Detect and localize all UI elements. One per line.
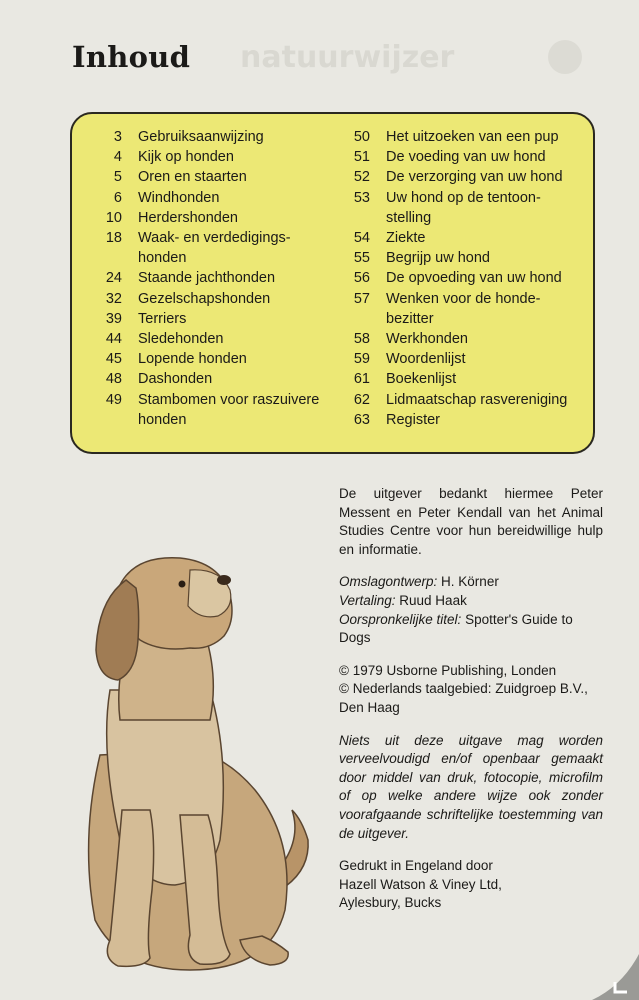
toc-entry-title: Windhonden (138, 189, 220, 206)
toc-entry (344, 167, 584, 187)
toc-entry (344, 228, 584, 248)
toc-entry-title: Dashonden (138, 371, 213, 388)
toc-entry-title: Ziekte (386, 230, 426, 247)
toc-page-number: 44 (105, 331, 122, 348)
toc-page-number: 49 (105, 391, 122, 408)
toc-entry-title: Oren en staarten (138, 169, 247, 186)
printer-line: Hazell Watson & Viney Ltd, (339, 876, 502, 892)
toc-page-number: 18 (105, 230, 122, 247)
toc-entry (344, 127, 584, 147)
toc-entry-title: Wenken voor de honde- bezitter (386, 290, 541, 327)
colophon (339, 485, 603, 927)
toc-entry (82, 369, 344, 389)
toc-page-number: 48 (105, 371, 122, 388)
printer-line: Gedrukt in Engeland door (339, 858, 493, 874)
toc-entry-title: De voeding van uw hond (386, 149, 546, 166)
toc-entry-title: Gezelschapshonden (138, 290, 271, 307)
table-of-contents (70, 112, 595, 454)
toc-page-number: 5 (113, 169, 122, 186)
toc-page-number: 59 (353, 351, 370, 368)
toc-page-number: 63 (353, 411, 370, 428)
toc-page-number: 45 (105, 351, 122, 368)
toc-entry (82, 349, 344, 369)
toc-entry-title: Terriers (138, 310, 187, 327)
copyright-line: © 1979 Usborne Publishing, Londen (339, 662, 557, 678)
toc-page-number: 51 (353, 149, 370, 166)
toc-entry-title: Waak- en verdedigings- honden (138, 230, 291, 267)
toc-entry (344, 147, 584, 167)
toc-page-number: 6 (113, 189, 122, 206)
toc-entry-title: Boekenlijst (386, 371, 457, 388)
toc-entry-title: Staande jachthonden (138, 270, 276, 287)
toc-entry (82, 289, 344, 309)
toc-entry (82, 147, 344, 167)
toc-entry-title: Gebruiksaanwijzing (138, 129, 264, 145)
toc-entry (344, 188, 584, 228)
toc-entry (82, 268, 344, 288)
toc-entry (344, 390, 584, 410)
cover-design-value: H. Körner (437, 574, 499, 590)
toc-entry (344, 289, 584, 329)
toc-page-number: 50 (353, 129, 370, 145)
printer-line: Aylesbury, Bucks (339, 895, 442, 911)
toc-entry (82, 208, 344, 228)
toc-page-number: 56 (353, 270, 370, 287)
toc-entry (344, 248, 584, 268)
toc-entry (82, 127, 344, 147)
toc-page-number: 57 (353, 290, 370, 307)
page-title: Inhoud (72, 40, 191, 74)
toc-entry-title: Lidmaatschap rasvereniging (386, 391, 568, 408)
toc-page-number: 39 (105, 310, 122, 327)
toc-entry (82, 390, 344, 430)
credits-block (339, 573, 603, 647)
acknowledgement-text: De uitgever bedankt hiermee Peter Messent en Peter Kendall van het Animal Studies Centre voor hun bereidwillige hulp en informatie. (339, 486, 603, 557)
toc-entry-title: Sledehonden (138, 331, 224, 348)
toc-page-number: 62 (353, 391, 370, 408)
toc-entry (82, 167, 344, 187)
original-title-value: Spotter's Guide to Dogs (339, 611, 573, 646)
toc-entry-title: Kijk op honden (138, 149, 234, 166)
toc-page-number: 4 (113, 149, 122, 166)
toc-entry-title: Uw hond op de tentoon- stelling (386, 189, 541, 226)
toc-entry (344, 349, 584, 369)
toc-entry (344, 369, 584, 389)
toc-entry (82, 228, 344, 268)
toc-page-number: 3 (113, 129, 122, 145)
toc-entry (82, 188, 344, 208)
toc-entry-title: Register (386, 411, 440, 428)
toc-entry (82, 329, 344, 349)
toc-page-number: 61 (353, 371, 370, 388)
legal-notice: Niets uit deze uitgave mag worden verveelvoudigd en/of openbaar gemaakt door middel van druk, fotocopie, microfilm of op welke andere wijze ook zonder voorafgaande schriftelijke toestemming van de uitgever. (339, 732, 603, 841)
toc-entry-title: Begrijp uw hond (386, 250, 490, 267)
toc-page-number: 52 (353, 169, 370, 186)
copyright-line: © Nederlands taalgebied: Zuidgroep B.V., Den Haag (339, 681, 588, 715)
toc-entry-title: Werkhonden (386, 331, 468, 348)
toc-entry-title: De verzorging van uw hond (386, 169, 563, 186)
cover-design-credit (339, 573, 603, 592)
toc-entry (82, 309, 344, 329)
original-title-label: Oorspronkelijke titel: (339, 611, 462, 627)
toc-entry (344, 329, 584, 349)
toc-page-number: 32 (105, 290, 122, 307)
translation-value: Ruud Haak (395, 592, 467, 608)
toc-page-number: 54 (353, 230, 370, 247)
page-corner-mark (582, 946, 639, 1000)
show-through-text: natuurwijzer (240, 40, 455, 75)
toc-page-number: 58 (353, 331, 370, 348)
toc-entry (344, 410, 584, 430)
toc-right-column (344, 127, 584, 430)
original-title-credit (339, 611, 603, 648)
translation-label: Vertaling: (339, 592, 396, 608)
dog-illustration (40, 540, 330, 980)
cover-design-label: Omslagontwerp: (339, 574, 438, 590)
toc-page-number: 55 (353, 250, 370, 267)
toc-page-number: 24 (105, 270, 122, 287)
copyright-block (339, 662, 603, 718)
toc-entry-title: Het uitzoeken van een pup (386, 129, 559, 145)
translation-credit (339, 592, 603, 611)
toc-page-number: 53 (353, 189, 370, 206)
toc-entry-title: Herdershonden (138, 209, 238, 226)
toc-entry-title: Woordenlijst (386, 351, 466, 368)
toc-page-number: 10 (105, 209, 122, 226)
printer-block (339, 857, 603, 913)
toc-left-column (82, 127, 344, 430)
toc-entry-title: Lopende honden (138, 351, 247, 368)
toc-entry-title: De opvoeding van uw hond (386, 270, 562, 287)
show-through-circle (548, 40, 582, 74)
toc-entry-title: Stambomen voor raszuivere honden (138, 391, 320, 428)
toc-entry (344, 268, 584, 288)
